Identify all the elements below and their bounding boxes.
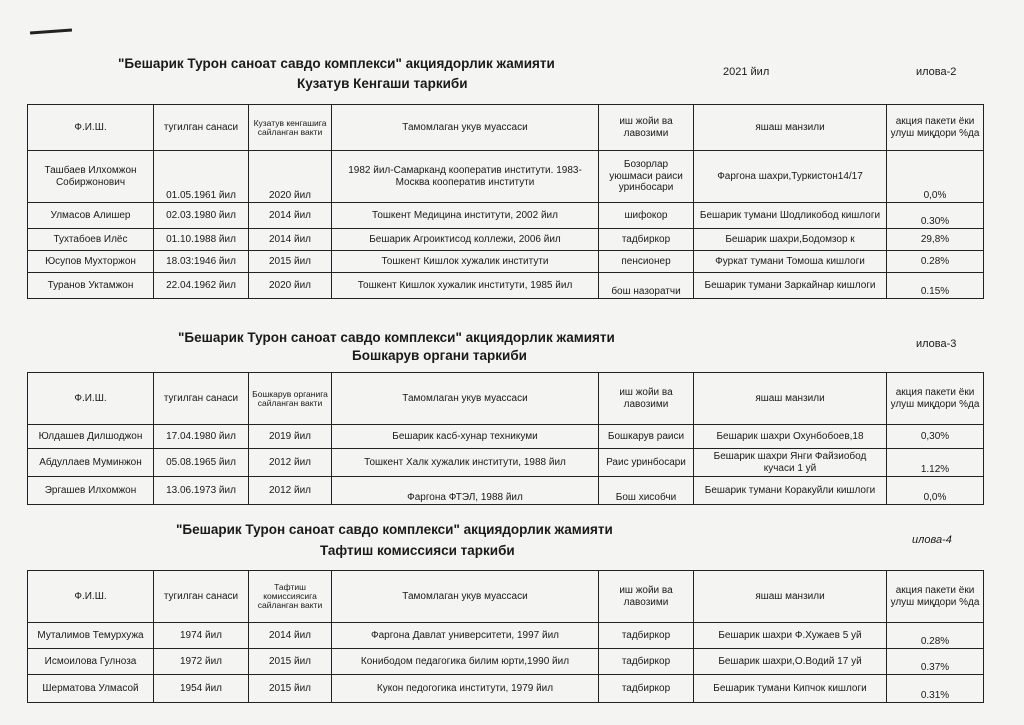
cell-elected: 2014 йил <box>249 623 332 649</box>
cell-fio: Эргашев Илхомжон <box>28 477 154 505</box>
cell-share: 1.12% <box>887 449 984 477</box>
table-row <box>28 425 984 449</box>
cell-position: тадбиркор <box>599 229 694 251</box>
cell-elected: 2014 йил <box>249 229 332 251</box>
cell-fio: Юсупов Мухторжон <box>28 251 154 273</box>
cell-address: Бешарик тумани Коракуйли кишлоги <box>694 477 887 505</box>
cell-fio: Улмасов Алишер <box>28 203 154 229</box>
cell-birth: 18.03:1946 йил <box>154 251 249 273</box>
table-header-row <box>28 571 984 623</box>
cell-education: Фаргона Давлат университети, 1997 йил <box>332 623 599 649</box>
cell-elected: 2020 йил <box>249 151 332 203</box>
cell-education: Фаргона ФТЭЛ, 1988 йил <box>332 477 599 505</box>
cell-share: 0.30% <box>887 203 984 229</box>
header-education: Тамомлаган укув муассаси <box>332 571 599 623</box>
header-fio: Ф.И.Ш. <box>28 105 154 151</box>
header-elected: Кузатув кенгашига сайланган вакти <box>249 105 332 151</box>
header-birth: тугилган санаси <box>154 373 249 425</box>
cell-birth: 05.08.1965 йил <box>154 449 249 477</box>
header-elected: Тафтиш комиссиясига сайланган вакти <box>249 571 332 623</box>
cell-fio: Шерматова Улмасой <box>28 675 154 703</box>
header-share: акция пакети ёки улуш миқдори %да <box>887 373 984 425</box>
section-1-table <box>27 104 984 299</box>
cell-elected: 2015 йил <box>249 251 332 273</box>
cell-fio: Ташбаев Илхомжон Собиржонович <box>28 151 154 203</box>
cell-birth: 02.03.1980 йил <box>154 203 249 229</box>
cell-position: Бозорлар уюшмаси раиси уринбосари <box>599 151 694 203</box>
section-1-title: "Бешарик Турон саноат савдо комплекси" акциядорлик жамияти <box>118 56 555 71</box>
table-header-row <box>28 105 984 151</box>
header-share: акция пакети ёки улуш миқдори %да <box>887 571 984 623</box>
cell-elected: 2012 йил <box>249 449 332 477</box>
section-1-appendix: илова-2 <box>916 66 957 78</box>
cell-position: Бошкарув раиси <box>599 425 694 449</box>
header-address: яшаш манзили <box>694 571 887 623</box>
cell-address: Фуркат тумани Томоша кишлоги <box>694 251 887 273</box>
cell-share: 0,0% <box>887 477 984 505</box>
cell-birth: 17.04.1980 йил <box>154 425 249 449</box>
header-address: яшаш манзили <box>694 373 887 425</box>
cell-position: тадбиркор <box>599 623 694 649</box>
cell-position: Бош хисобчи <box>599 477 694 505</box>
cell-position: шифокор <box>599 203 694 229</box>
section-2-title: "Бешарик Турон саноат савдо комплекси" акциядорлик жамияти <box>178 330 615 345</box>
cell-fio: Тухтабоев Илёс <box>28 229 154 251</box>
section-3-appendix: илова-4 <box>912 534 952 546</box>
cell-birth: 01.05.1961 йил <box>154 151 249 203</box>
cell-elected: 2020 йил <box>249 273 332 299</box>
section-1-year: 2021 йил <box>723 66 770 78</box>
table-row <box>28 229 984 251</box>
cell-education: Тошкент Кишлок хужалик институти, 1985 йил <box>332 273 599 299</box>
table-row <box>28 251 984 273</box>
cell-birth: 1974 йил <box>154 623 249 649</box>
cell-fio: Абдуллаев Муминжон <box>28 449 154 477</box>
section-3-title: "Бешарик Турон саноат савдо комплекси" акциядорлик жамияти <box>176 522 613 537</box>
cell-fio: Исмоилова Гулноза <box>28 649 154 675</box>
header-address: яшаш манзили <box>694 105 887 151</box>
cell-elected: 2015 йил <box>249 675 332 703</box>
cell-fio: Туранов Уктамжон <box>28 273 154 299</box>
cell-address: Бешарик шахри,Бодомзор к <box>694 229 887 251</box>
cell-address: Бешарик шахри,О.Водий 17 уй <box>694 649 887 675</box>
cell-education: Бешарик касб-хунар техникуми <box>332 425 599 449</box>
header-fio: Ф.И.Ш. <box>28 571 154 623</box>
cell-birth: 01.10.1988 йил <box>154 229 249 251</box>
cell-share: 0.15% <box>887 273 984 299</box>
cell-share: 0.31% <box>887 675 984 703</box>
cell-education: Бешарик Агроиктисод коллежи, 2006 йил <box>332 229 599 251</box>
cell-share: 29,8% <box>887 229 984 251</box>
cell-address: Бешарик шахри Янги Файзиобод кучаси 1 уй <box>694 449 887 477</box>
header-fio: Ф.И.Ш. <box>28 373 154 425</box>
table-row <box>28 449 984 477</box>
cell-elected: 2015 йил <box>249 649 332 675</box>
cell-position: тадбиркор <box>599 675 694 703</box>
cell-fio: Муталимов Темурхужа <box>28 623 154 649</box>
section-2-table <box>27 372 984 505</box>
header-position: иш жойи ва лавозими <box>599 105 694 151</box>
section-3-subtitle: Тафтиш комиссияси таркиби <box>320 543 515 558</box>
table-row <box>28 675 984 703</box>
header-education: Тамомлаган укув муассаси <box>332 373 599 425</box>
cell-education: Тошкент Халк хужалик институти, 1988 йил <box>332 449 599 477</box>
section-1-subtitle: Кузатув Кенгаши таркиби <box>297 76 468 91</box>
table-row <box>28 623 984 649</box>
cell-education: Тошкент Медицина институти, 2002 йил <box>332 203 599 229</box>
table-row <box>28 649 984 675</box>
cell-position: Раис уринбосари <box>599 449 694 477</box>
cell-share: 0,30% <box>887 425 984 449</box>
cell-share: 0.28% <box>887 251 984 273</box>
table-header-row <box>28 373 984 425</box>
cell-education: Тошкент Кишлок хужалик институти <box>332 251 599 273</box>
cell-address: Бешарик тумани Заркайнар кишлоги <box>694 273 887 299</box>
cell-education: Кукон педогогика институти, 1979 йил <box>332 675 599 703</box>
cell-share: 0.28% <box>887 623 984 649</box>
cell-address: Фаргона шахри,Туркистон14/17 <box>694 151 887 203</box>
table-row <box>28 151 984 203</box>
cell-elected: 2012 йил <box>249 477 332 505</box>
cell-address: Бешарик шахри Ф.Хужаев 5 уй <box>694 623 887 649</box>
cell-birth: 1954 йил <box>154 675 249 703</box>
table-row <box>28 273 984 299</box>
cell-education: Конибодом педагогика билим юрти,1990 йил <box>332 649 599 675</box>
cell-share: 0,0% <box>887 151 984 203</box>
section-3-table <box>27 570 984 703</box>
cell-address: Бешарик тумани Кипчок кишлоги <box>694 675 887 703</box>
header-birth: тугилган санаси <box>154 571 249 623</box>
cell-address: Бешарик тумани Шодликобод кишлоги <box>694 203 887 229</box>
header-birth: тугилган санаси <box>154 105 249 151</box>
cell-birth: 13.06.1973 йил <box>154 477 249 505</box>
cell-share: 0.37% <box>887 649 984 675</box>
section-2-appendix: илова-3 <box>916 338 957 350</box>
section-2-subtitle: Бошкарув органи таркиби <box>352 348 527 363</box>
cell-fio: Юлдашев Дилшоджон <box>28 425 154 449</box>
table-row <box>28 203 984 229</box>
header-elected: Бошкарув органига сайланган вакти <box>249 373 332 425</box>
cell-position: тадбиркор <box>599 649 694 675</box>
header-position: иш жойи ва лавозими <box>599 373 694 425</box>
header-education: Тамомлаган укув муассаси <box>332 105 599 151</box>
cell-position: бош назоратчи <box>599 273 694 299</box>
cell-birth: 22.04.1962 йил <box>154 273 249 299</box>
table-row <box>28 477 984 505</box>
cell-elected: 2019 йил <box>249 425 332 449</box>
cell-education: 1982 йил-Самарканд кооператив институти. 1983-Москва кооператив институти <box>332 151 599 203</box>
cell-position: пенсионер <box>599 251 694 273</box>
header-position: иш жойи ва лавозими <box>599 571 694 623</box>
cell-elected: 2014 йил <box>249 203 332 229</box>
cell-birth: 1972 йил <box>154 649 249 675</box>
header-share: акция пакети ёки улуш миқдори %да <box>887 105 984 151</box>
cell-address: Бешарик шахри Охунбобоев,18 <box>694 425 887 449</box>
scan-mark <box>30 29 72 35</box>
